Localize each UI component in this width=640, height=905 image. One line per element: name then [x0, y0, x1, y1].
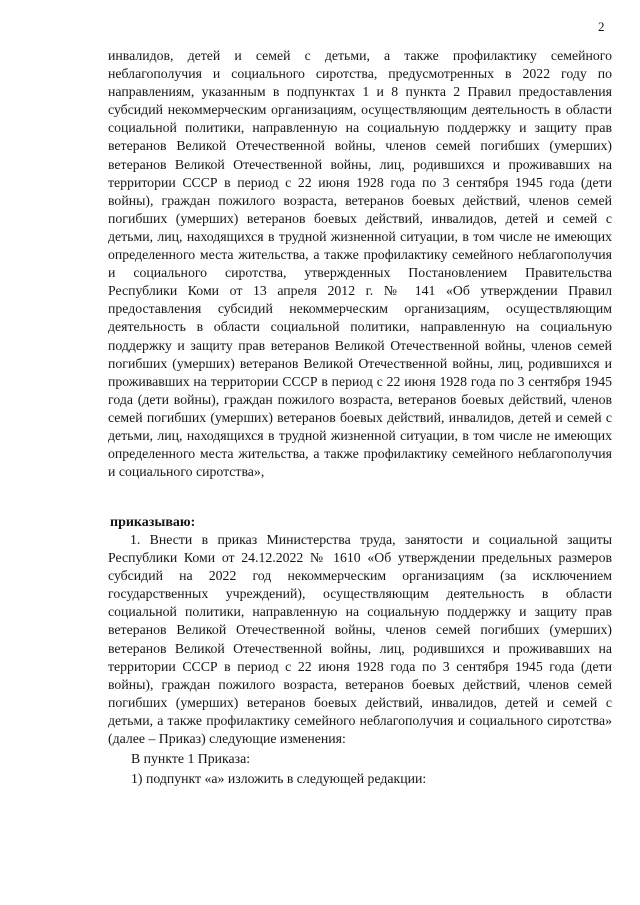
order-heading: приказываю: [110, 515, 196, 530]
item-1-paragraph: 1. Внести в приказ Министерства труда, занятости и социальной защиты Республики Коми от 24.12.2022 № 1610 «Об утверждении предельных размеров субсидий на 2022 год некоммерческим организациям (за исключением государственных учреждений), осуществляющим деятельность в области социальной политики, направленную на социальную поддержку и защиту прав ветеранов Великой Отечественной войны, членов семей погибших (умерших) ветеранов Великой Отечественной войны, лиц, родившихся и проживавших на территории СССР в период с 22 июня 1928 года по 3 сентября 1945 года (дети войны), граждан пожилого возраста, ветеранов боевых действий, членов семей погибших (умерших) ветеранов боевых действий, инвалидов, детей и семей с детьми, а также профилактику семейного неблагополучия и социального сиротства» (далее – Приказ) следующие изменения: [108, 532, 612, 747]
page-number: 2 [598, 19, 605, 34]
subpoint-paragraph: 1) подпункт «а» изложить в следующей редакции: [131, 771, 427, 786]
point-reference: В пункте 1 Приказа: [131, 751, 251, 766]
intro-paragraph: инвалидов, детей и семей с детьми, а также профилактику семейного неблагополучия и социального сиротства, предусмотренных в 2022 году по направлениям, указанным в подпунктах 1 и 8 пункта 2 Правил предоставления субсидий некоммерческим организациям, осуществляющим деятельность в области социальной политики, направленную на социальную поддержку и защиту прав ветеранов Великой Отечественной войны, членов семей погибших (умерших) ветеранов Великой Отечественной войны, лиц, родившихся и проживавших на территории СССР в период с 22 июня 1928 года по 3 сентября 1945 года (дети войны), граждан пожилого возраста, ветеранов боевых действий, членов семей погибших (умерших) ветеранов боевых действий, инвалидов, детей и семей с детьми, лиц, находящихся в трудной жизненной ситуации, в том числе не имеющих определенного места жительства, а также профилактику семейного неблагополучия и социального сиротства, утвержденных Постановлением Правительства Республики Коми от 13 апреля 2012 г. № 141 «Об утверждении Правил предоставления субсидий некоммерческим организациям, осуществляющим деятельность в области социальной политики, направленную на социальную поддержку и защиту прав ветеранов Великой Отечественной войны, членов семей погибших (умерших) ветеранов Великой Отечественной войны, лиц, родившихся и проживавших на территории СССР в период с 22 июня 1928 года по 3 сентября 1945 года (дети войны), граждан пожилого возраста, ветеранов боевых действий, членов семей погибших (умерших) ветеранов боевых действий, инвалидов, детей и семей с детьми, лиц, находящихся в трудной жизненной ситуации, в том числе не имеющих определенного места жительства, а также профилактику семейного неблагополучия и социального сиротства», [108, 48, 612, 480]
